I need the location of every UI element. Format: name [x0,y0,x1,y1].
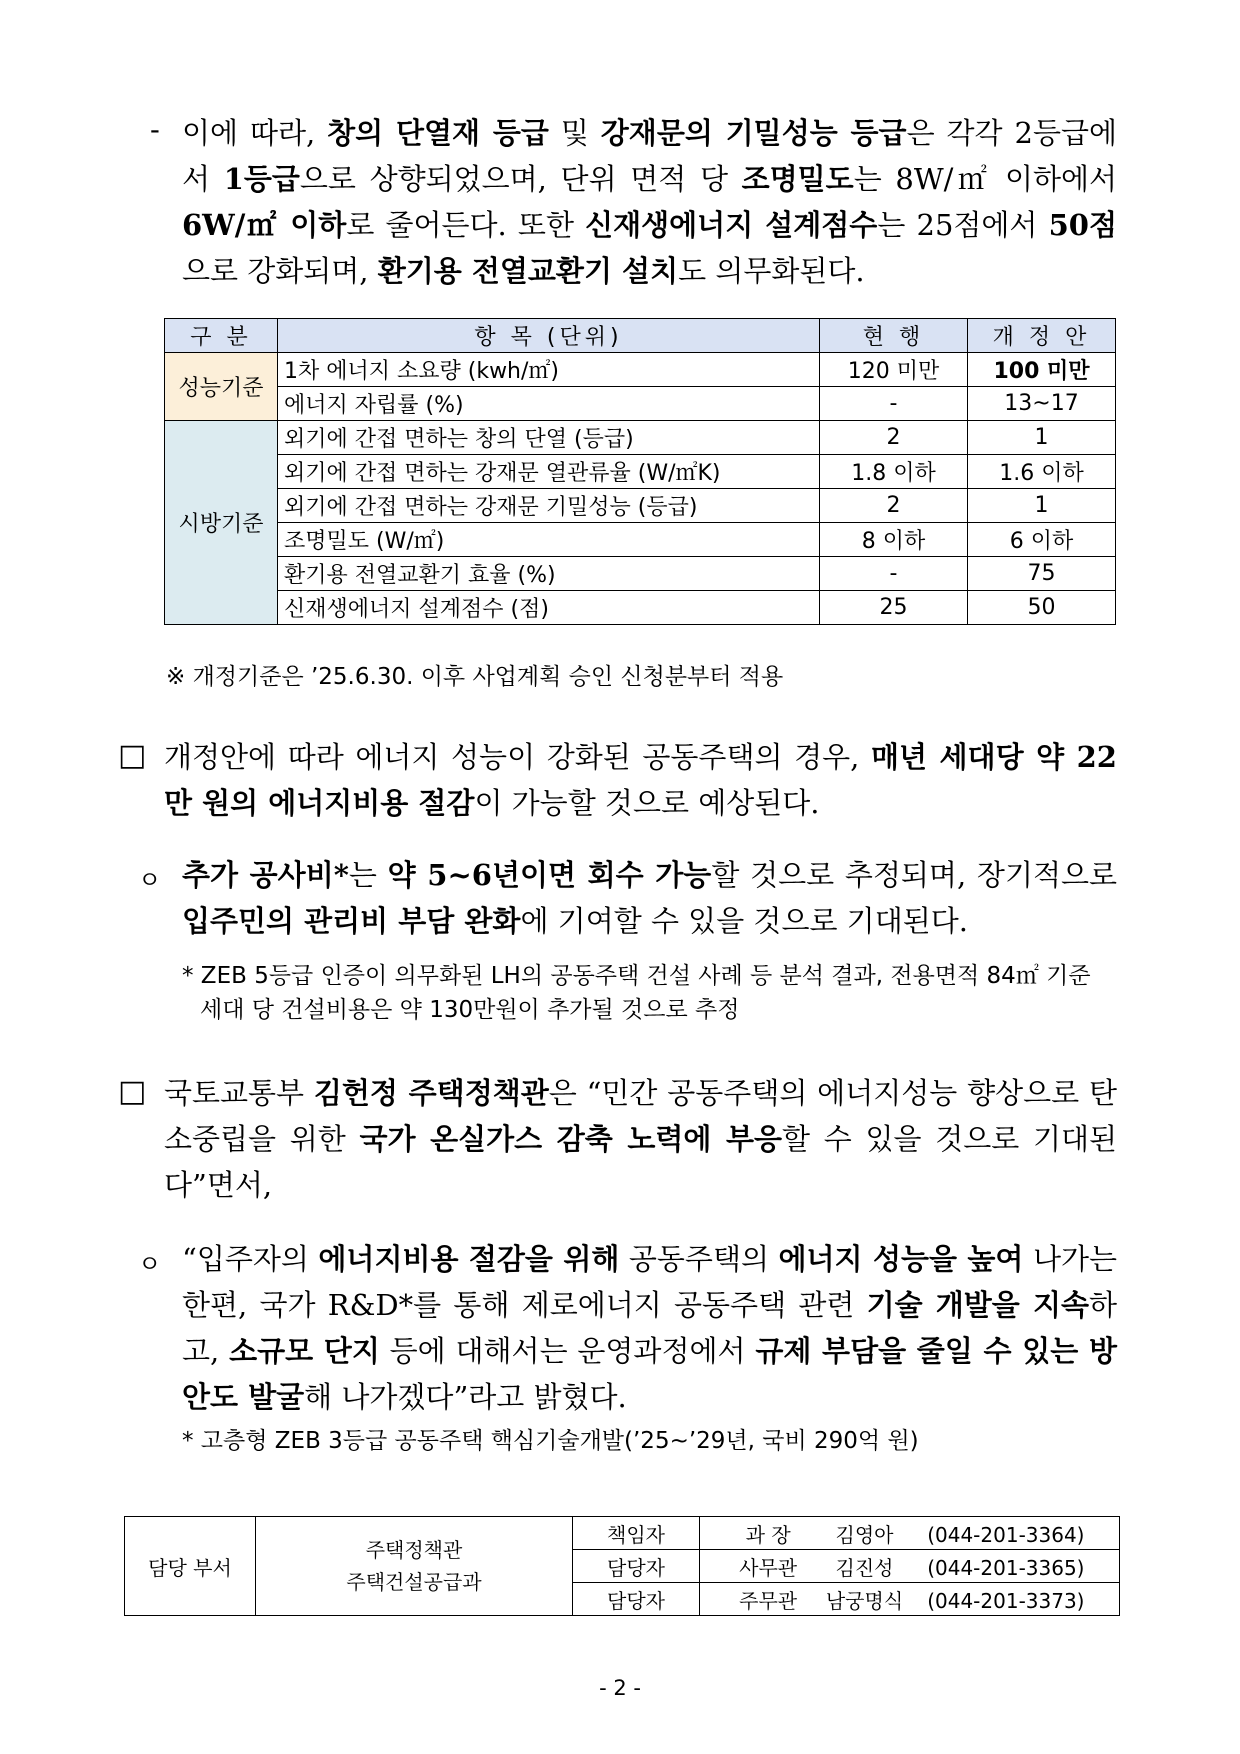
emphasis-text: 규제 부담을 줄일 수 있는 방안도 발굴 [182,1334,1118,1414]
body-text: 공동주택의 [619,1242,779,1276]
contact-person [700,1550,1120,1583]
body-text: 이에 따라, [182,116,328,150]
header-current: 현 행 [820,319,968,353]
checkbox-marker: □ [118,1074,147,1109]
body-text: 이 가능할 것으로 예상된다. [474,786,820,820]
row-current: 1.8 이하 [820,455,968,489]
table-row [165,421,1116,455]
row-current: 2 [820,489,968,523]
section1-footnote: * ZEB 5등급 인증이 의무화된 LH의 공동주택 건설 사례 등 분석 결과, 전용면적 84㎡ 기준 세대 당 건설비용은 약 130만원이 추가될 것으로 추정 [182,963,1091,1023]
emphasis-text: 입주민의 관리비 부담 완화 [182,904,521,938]
page-number: - 2 - [599,1676,641,1700]
person-title: 사무관 [739,1555,798,1580]
energy-standard-table [164,318,1116,625]
header-category: 구 분 [165,319,278,353]
checkbox-marker: □ [118,738,147,773]
contact-role: 담당자 [573,1550,700,1583]
row-revised: 50 [968,591,1116,625]
person-name: 김진성 [835,1555,894,1580]
contact-person [700,1583,1120,1616]
row-item: 외기에 간접 면하는 강재문 기밀성능 (등급) [278,489,820,523]
section1-paragraph [164,734,1117,826]
row-item: 환기용 전열교환기 효율 (%) [278,557,820,591]
contact-label: 담당 부서 [125,1517,256,1616]
emphasis-text: 환기용 전열교환기 설치 [377,254,679,288]
row-item: 외기에 간접 면하는 강재문 열관류율 (W/㎡K) [278,455,820,489]
table-row [165,455,1116,489]
body-text: 으로 강화되며, [182,254,378,288]
table-row [165,557,1116,591]
row-item: 신재생에너지 설계점수 (점) [278,591,820,625]
row-revised: 13~17 [968,387,1116,421]
section2-paragraph [164,1070,1117,1208]
row-item: 1차 에너지 소요량 (kwh/㎡) [278,353,820,387]
body-text: 해 나가겠다”라고 밝혔다. [304,1380,627,1414]
row-item: 외기에 간접 면하는 창의 단열 (등급) [278,421,820,455]
table-row [165,489,1116,523]
table-row [165,353,1116,387]
row-item: 조명밀도 (W/㎡) [278,523,820,557]
person-phone: (044-201-3373) [927,1588,1085,1613]
body-text: 로 줄어든다. 또한 [346,208,586,242]
emphasis-text: 창의 단열재 등급 [327,116,549,150]
section1-bullet [182,852,1117,944]
body-text: 은 각각 2등급에서 [182,116,1117,196]
emphasis-text: 강재문의 기밀성능 등급 [600,116,907,150]
row-current: - [820,557,968,591]
header-item: 항 목 (단위) [278,319,820,353]
bullet-marker: ㅇ [138,1250,162,1278]
department-name: 주택건설공급과 [346,1570,482,1594]
body-text: 은 “민간 공동주택의 에너지성능 향상으로 탄소중립을 위한 [164,1076,1117,1156]
contact-department [256,1517,573,1616]
row-current: 8 이하 [820,523,968,557]
emphasis-text: 김헌정 주택정책관 [313,1076,549,1110]
row-revised: 75 [968,557,1116,591]
body-text: 도 의무화된다. [678,254,865,288]
row-revised: 100 미만 [968,353,1116,387]
row-current: 2 [820,421,968,455]
emphasis-text: 조명밀도 [741,162,854,196]
body-text: 는 8W/㎡ 이하에서 [853,162,1117,196]
body-text: “입주자의 [182,1242,319,1276]
emphasis-text: 매년 세대당 약 22만 원의 에너지비용 절감 [164,740,1117,820]
contact-role: 담당자 [573,1583,700,1616]
emphasis-text: 추가 공사비* [182,858,349,892]
department-name: 주택정책관 [365,1538,463,1562]
table-row [165,523,1116,557]
table-header-row [165,319,1116,353]
category-performance: 성능기준 [165,353,278,421]
emphasis-text: 국가 온실가스 감축 노력에 부응 [359,1122,783,1156]
category-specification: 시방기준 [165,421,278,625]
emphasis-text: 6W/㎡ 이하 [182,208,347,242]
section2-bullet [182,1236,1117,1420]
emphasis-text: 약 5~6년이면 회수 가능 [387,858,712,892]
body-text: 으로 상향되었으며, 단위 면적 당 [299,162,742,196]
emphasis-text: 기술 개발을 지속 [866,1288,1089,1322]
dash-marker: - [150,112,160,146]
person-phone: (044-201-3365) [927,1555,1085,1580]
emphasis-text: 1등급 [223,162,300,196]
contact-person [700,1517,1120,1550]
row-item: 에너지 자립률 (%) [278,387,820,421]
emphasis-text: 50점 [1048,208,1117,242]
body-text: 나가는 한편, 국가 R&D*를 통해 제로에너지 공동주택 관련 [182,1242,1117,1322]
table-note: ※ 개정기준은 ’25.6.30. 이후 사업계획 승인 신청분부터 적용 [166,664,784,690]
intro-paragraph [182,110,1117,294]
bullet-marker: ㅇ [138,866,162,894]
body-text: 할 수 있을 것으로 기대된다”면서, [164,1122,1117,1202]
body-text: 하고, [182,1288,1117,1368]
row-revised: 1.6 이하 [968,455,1116,489]
body-text: 할 것으로 추정되며, 장기적으로 [711,858,1117,892]
body-text: 및 [548,116,601,150]
section2-footnote: * 고층형 ZEB 3등급 공동주택 핵심기술개발(’25~’29년, 국비 290억 원) [182,1428,919,1454]
contact-role: 책임자 [573,1517,700,1550]
row-revised: 1 [968,489,1116,523]
row-revised: 1 [968,421,1116,455]
person-title: 주무관 [739,1588,798,1613]
body-text: 등에 대해서는 운영과정에서 [379,1334,756,1368]
table-row [165,387,1116,421]
row-current: 120 미만 [820,353,968,387]
emphasis-text: 신재생에너지 설계점수 [585,208,878,242]
contact-row [125,1517,1120,1550]
row-revised: 6 이하 [968,523,1116,557]
person-phone: (044-201-3364) [927,1522,1085,1547]
body-text: 국토교통부 [164,1076,314,1110]
body-text: 개정안에 따라 에너지 성능이 강화된 공동주택의 경우, [164,740,871,774]
row-current: 25 [820,591,968,625]
emphasis-text: 소규모 단지 [229,1334,380,1368]
contact-table [124,1516,1120,1616]
person-name: 남궁명식 [825,1588,904,1613]
body-text: 는 [348,858,388,892]
table-row [165,591,1116,625]
emphasis-text: 에너지비용 절감을 위해 [318,1242,620,1276]
row-current: - [820,387,968,421]
person-title: 과 장 [745,1522,791,1547]
person-name: 김영아 [835,1522,894,1547]
emphasis-text: 에너지 성능을 높여 [778,1242,1024,1276]
body-text: 는 25점에서 [877,208,1049,242]
body-text: 에 기여할 수 있을 것으로 기대된다. [520,904,968,938]
header-revised: 개 정 안 [968,319,1116,353]
